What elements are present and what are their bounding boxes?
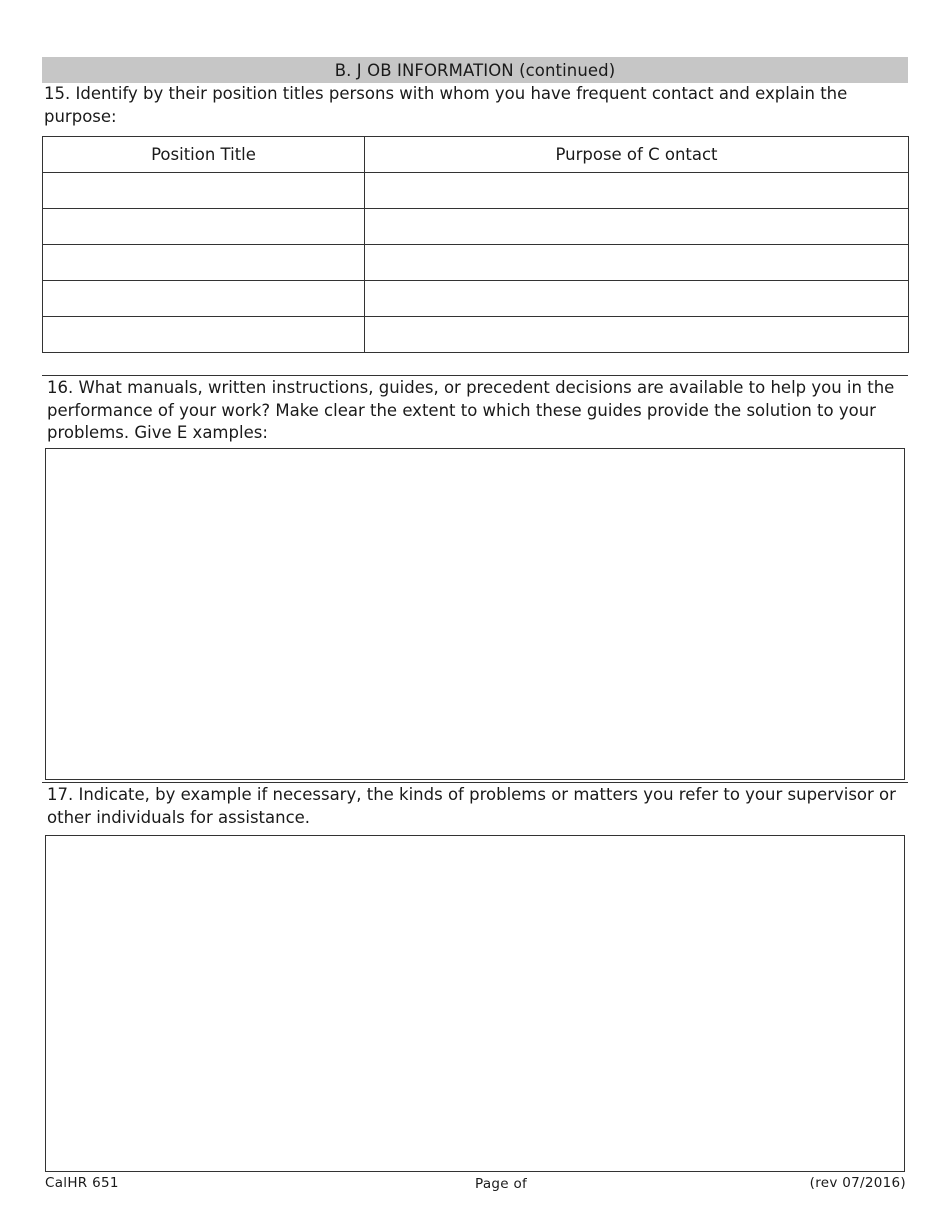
page-number: Page of: [475, 1176, 528, 1192]
table-row: [43, 209, 909, 245]
section-header: B. J OB INFORMATION (continued): [42, 57, 908, 83]
table-row: [43, 281, 909, 317]
purpose-of-contact-cell[interactable]: [365, 209, 909, 245]
contact-table: [42, 136, 909, 353]
revision-date: (rev 07/2016): [809, 1175, 906, 1191]
table-row: [43, 317, 909, 353]
position-title-cell[interactable]: [43, 317, 365, 353]
position-title-cell[interactable]: [43, 245, 365, 281]
question-17-divider: [42, 782, 908, 783]
table-row: [43, 173, 909, 209]
table-row: [43, 245, 909, 281]
position-title-cell[interactable]: [43, 281, 365, 317]
purpose-of-contact-header: Purpose of C ontact: [365, 137, 909, 173]
form-number: CalHR 651: [45, 1175, 119, 1191]
position-title-header: Position Title: [43, 137, 365, 173]
question-15-text: 15. Identify by their position titles persons with whom you have frequent contact and explain the purpose:: [44, 84, 848, 126]
position-title-cell[interactable]: [43, 173, 365, 209]
question-16-answer-field[interactable]: [45, 448, 905, 780]
contact-table-header-row: [43, 137, 909, 173]
purpose-of-contact-cell[interactable]: [365, 173, 909, 209]
question-16-text: 16. What manuals, written instructions, guides, or precedent decisions are available to help you in the performance of your work? Make clear the extent to which these guides provide the solution to your problems. Give E xamples:: [47, 378, 895, 442]
question-16-divider: [42, 375, 908, 376]
purpose-of-contact-cell[interactable]: [365, 317, 909, 353]
question-17-text: 17. Indicate, by example if necessary, the kinds of problems or matters you refer to your supervisor or other individuals for assistance.: [47, 785, 896, 827]
position-title-cell[interactable]: [43, 209, 365, 245]
purpose-of-contact-cell[interactable]: [365, 245, 909, 281]
purpose-of-contact-cell[interactable]: [365, 281, 909, 317]
question-17-answer-field[interactable]: [45, 835, 905, 1172]
